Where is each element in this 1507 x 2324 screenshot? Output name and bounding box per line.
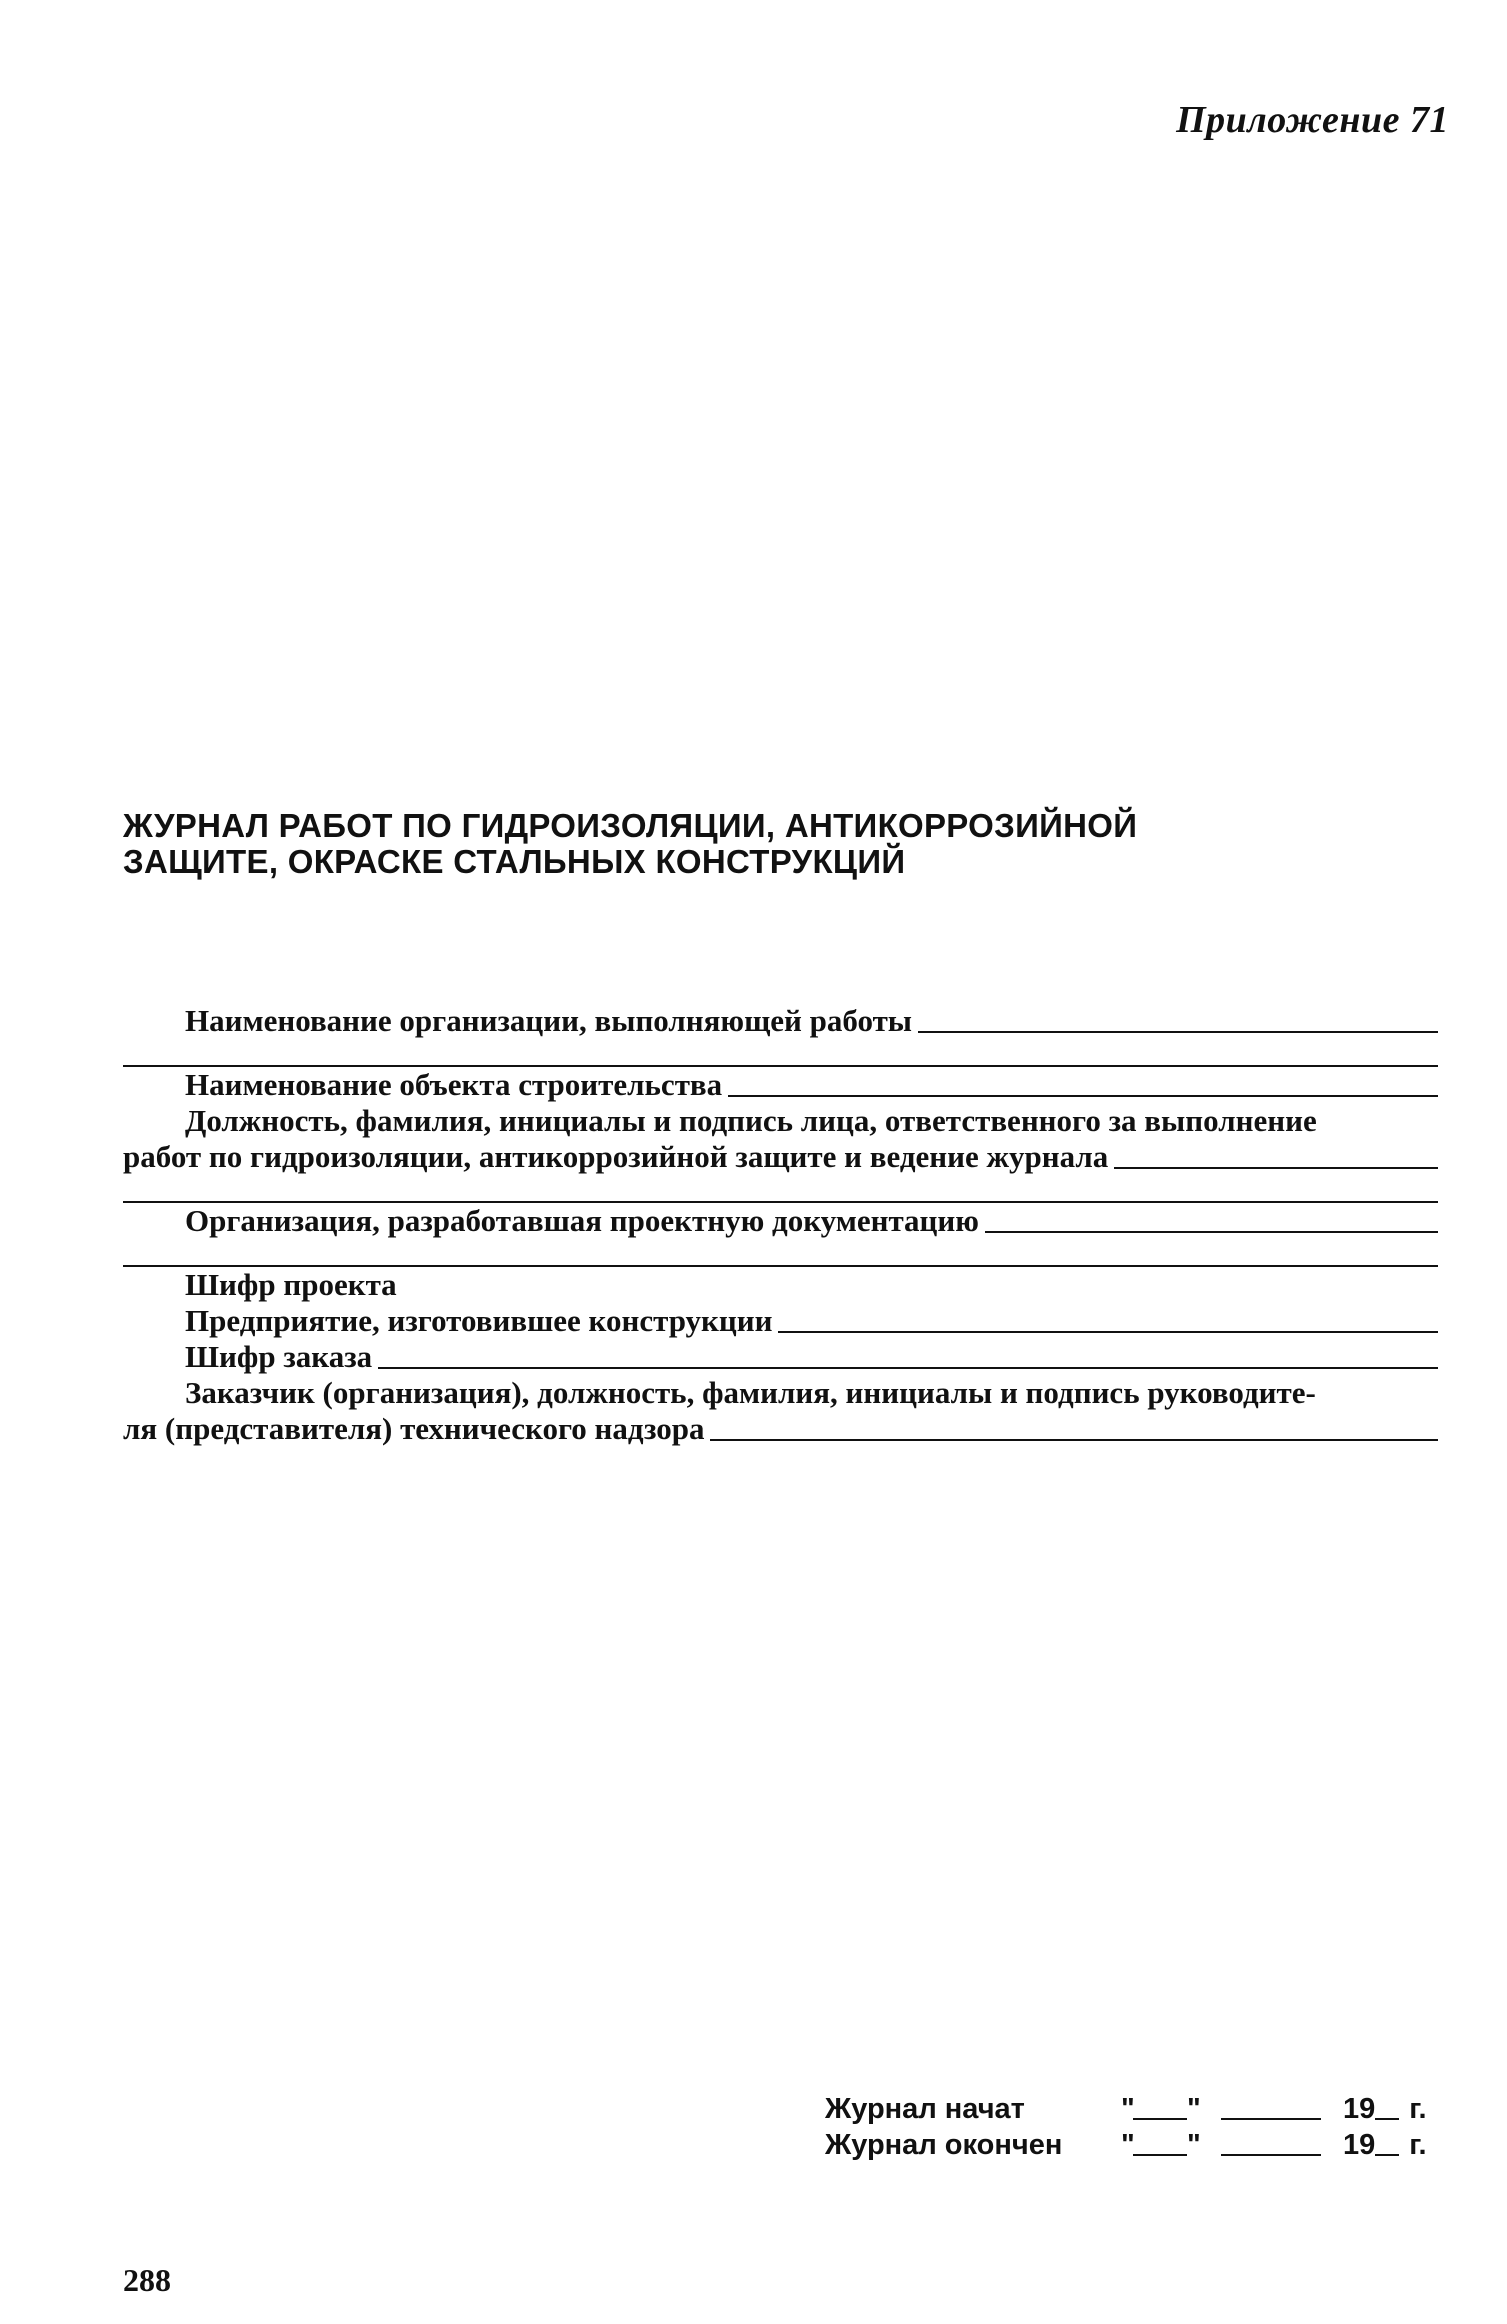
- object-label: Наименование объекта строительства: [185, 1067, 723, 1102]
- design-org-row: [123, 1203, 1438, 1239]
- end-day-field[interactable]: [1133, 2154, 1187, 2156]
- order-code-row: [123, 1339, 1438, 1375]
- responsible-row-2: [123, 1139, 1438, 1175]
- quote-close: ": [1187, 2093, 1201, 2125]
- manufacturer-label: Предприятие, изготовившее конструкции: [185, 1303, 773, 1338]
- journal-finished-row: [825, 2126, 1427, 2162]
- organization-field-continuation[interactable]: [123, 1039, 1438, 1067]
- journal-form: [123, 1003, 1438, 1447]
- order-code-label: Шифр заказа: [185, 1339, 373, 1374]
- quote-open: ": [1121, 2129, 1135, 2161]
- quote-close: ": [1187, 2129, 1201, 2161]
- quote-open: ": [1121, 2093, 1135, 2125]
- responsible-field[interactable]: [1114, 1167, 1438, 1169]
- appendix-label: Приложение 71: [1176, 99, 1449, 141]
- customer-label-line-2: ля (представителя) технического надзора: [123, 1411, 705, 1446]
- end-year-field[interactable]: [1375, 2154, 1399, 2156]
- customer-row-1: [123, 1375, 1438, 1411]
- start-year-suffix: г.: [1409, 2093, 1427, 2125]
- journal-started-row: [825, 2090, 1427, 2126]
- journal-dates: [825, 2090, 1427, 2162]
- start-year-prefix: 19: [1343, 2093, 1376, 2125]
- start-month-field[interactable]: [1221, 2118, 1321, 2120]
- design-org-field-continuation[interactable]: [123, 1239, 1438, 1267]
- end-year-suffix: г.: [1409, 2129, 1427, 2161]
- order-code-field[interactable]: [378, 1367, 1438, 1369]
- project-code-row: [123, 1267, 1438, 1303]
- start-day-field[interactable]: [1133, 2118, 1187, 2120]
- organization-label: Наименование организации, выполняющей работы: [185, 1003, 913, 1038]
- customer-row-2: [123, 1411, 1438, 1447]
- customer-label-line-1: Заказчик (организация), должность, фамилия, инициалы и подпись руководите-: [185, 1375, 1316, 1410]
- end-month-field[interactable]: [1221, 2154, 1321, 2156]
- responsible-label-line-2: работ по гидроизоляции, антикоррозийной защите и ведение журнала: [123, 1139, 1109, 1174]
- responsible-row-1: [123, 1103, 1438, 1139]
- title-line-1: ЖУРНАЛ РАБОТ ПО ГИДРОИЗОЛЯЦИИ, АНТИКОРРОЗИЙНОЙ: [123, 807, 1138, 844]
- journal-finished-label: Журнал окончен: [825, 2129, 1063, 2161]
- document-title: [123, 808, 1323, 880]
- object-row: [123, 1067, 1438, 1103]
- page-number: 288: [123, 2262, 171, 2298]
- design-org-label: Организация, разработавшая проектную документацию: [185, 1203, 979, 1238]
- project-code-label: Шифр проекта: [185, 1267, 397, 1302]
- object-field[interactable]: [728, 1095, 1438, 1097]
- organization-row: [123, 1003, 1438, 1039]
- design-org-field[interactable]: [985, 1231, 1438, 1233]
- responsible-field-continuation[interactable]: [123, 1175, 1438, 1203]
- title-line-2: ЗАЩИТЕ, ОКРАСКЕ СТАЛЬНЫХ КОНСТРУКЦИЙ: [123, 843, 906, 880]
- end-year-prefix: 19: [1343, 2129, 1376, 2161]
- organization-field[interactable]: [918, 1031, 1438, 1033]
- start-year-field[interactable]: [1375, 2118, 1399, 2120]
- journal-started-label: Журнал начат: [825, 2093, 1025, 2125]
- customer-field[interactable]: [710, 1439, 1438, 1441]
- manufacturer-field[interactable]: [778, 1331, 1438, 1333]
- responsible-label-line-1: Должность, фамилия, инициалы и подпись лица, ответственного за выполнение: [185, 1103, 1317, 1138]
- manufacturer-row: [123, 1303, 1438, 1339]
